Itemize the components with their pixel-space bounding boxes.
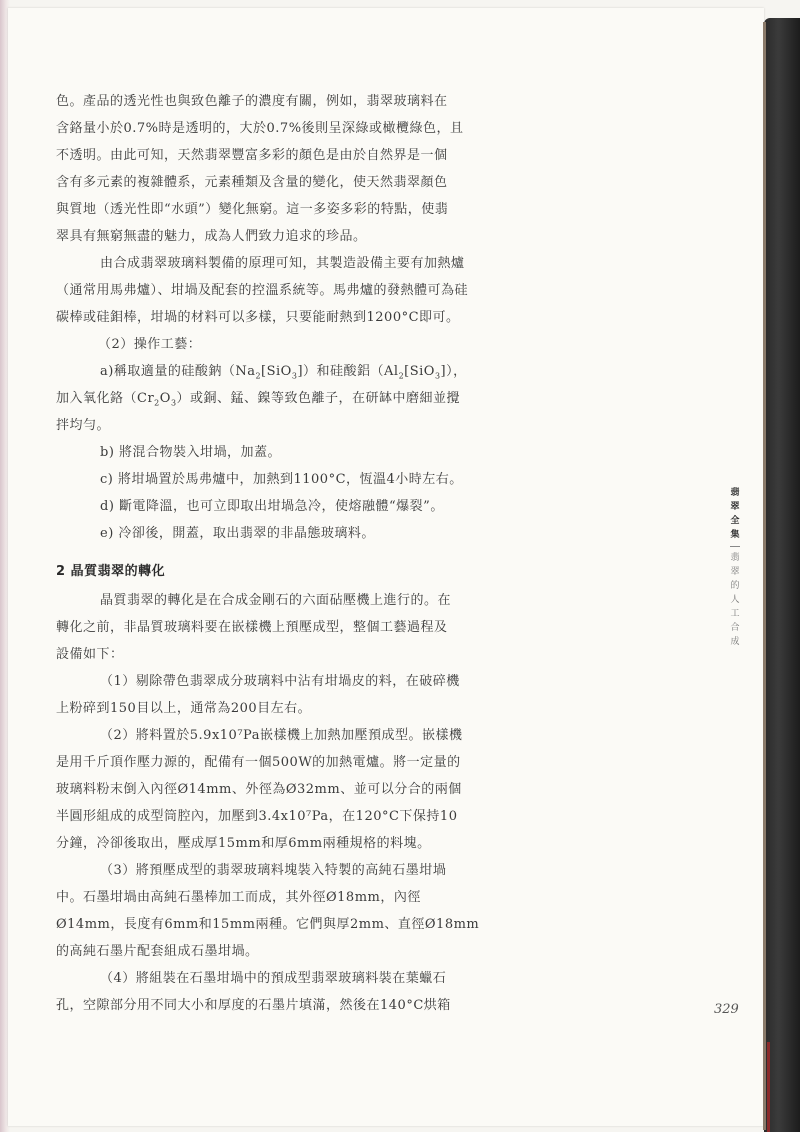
text-line: 分鐘，冷卻後取出，壓成厚15mm和厚6mm兩種規格的料塊。 xyxy=(56,836,431,851)
text-line: 玻璃料粉末倒入內徑Ø14mm、外徑為Ø32mm、並可以分合的兩個 xyxy=(56,782,462,797)
step-d: d) 斷電降溫，也可立即取出坩堝急冷，使熔融體“爆裂”。 xyxy=(100,499,444,514)
text-line: 的高純石墨片配套組成石墨坩堝。 xyxy=(56,944,259,959)
step-c: c) 將坩堝置於馬弗爐中，加熱到1100°C，恆溫4小時左右。 xyxy=(100,472,463,487)
text-line: 含有多元素的複雜體系，元素種類及含量的變化，使天然翡翠顏色 xyxy=(56,175,448,190)
text-line: （3）將預壓成型的翡翠玻璃料塊裝入特製的高純石墨坩堝 xyxy=(100,863,447,878)
running-header-vertical xyxy=(727,486,743,649)
text-line: Ø14mm，長度有6mm和15mm兩種。它們與厚2mm、直徑Ø18mm xyxy=(56,917,480,932)
text-span: ]）和硅酸鋁（Al xyxy=(297,364,399,379)
text-line: （通常用馬弗爐）、坩堝及配套的控溫系統等。馬弗爐的發熱體可為硅 xyxy=(56,283,469,298)
subscript: 2 xyxy=(255,371,262,381)
header-char: 合 xyxy=(730,623,740,633)
text-line: 不透明。由此可知，天然翡翠豐富多彩的顏色是由於自然界是一個 xyxy=(56,148,448,163)
text-span: [SiO xyxy=(404,364,435,379)
text-line: 轉化之前，非晶質玻璃料要在嵌樣機上預壓成型，整個工藝過程及 xyxy=(56,620,448,635)
paragraph-4 xyxy=(56,668,518,722)
paragraph-3 xyxy=(56,587,518,668)
subscript: 3 xyxy=(170,398,177,408)
text-line: 中。石墨坩堝由高純石墨棒加工而成，其外徑Ø18mm，內徑 xyxy=(56,890,421,905)
step-a-line-1 xyxy=(56,358,518,385)
section-heading: 2 晶質翡翠的轉化 xyxy=(56,564,166,579)
subscript: 3 xyxy=(291,371,298,381)
subscript: 2 xyxy=(154,398,160,408)
header-char: 全 xyxy=(730,516,740,526)
step-b: b) 將混合物裝入坩堝，加蓋。 xyxy=(100,445,282,460)
header-char: 集 xyxy=(730,530,740,540)
paragraph-6 xyxy=(56,857,518,965)
page-stack-edge xyxy=(763,22,766,1130)
body-text xyxy=(56,88,518,1019)
paragraph-5 xyxy=(56,722,518,857)
header-char: 成 xyxy=(730,637,740,647)
paragraph-2 xyxy=(56,250,518,331)
text-line: 色。產品的透光性也與致色離子的濃度有關，例如，翡翠玻璃料在 xyxy=(56,94,448,109)
header-divider xyxy=(730,546,740,547)
text-line: 是用千斤頂作壓力源的，配備有一個500W的加熱電爐。將一定量的 xyxy=(56,755,461,770)
text-line: （4）將組裝在石墨坩堝中的預成型翡翠玻璃料裝在葉蠟石 xyxy=(100,971,447,986)
text-line: 碳棒或硅鉬棒，坩堝的材料可以多樣，只要能耐熱到1200°C即可。 xyxy=(56,310,460,325)
paragraph-7 xyxy=(56,965,518,1019)
step-a-line-2 xyxy=(56,385,518,412)
text-line: 與質地（透光性即“水頭”）變化無窮。這一多姿多彩的特點，使翡 xyxy=(56,202,449,217)
text-line: 設備如下： xyxy=(56,647,124,662)
text-span: O xyxy=(159,391,171,406)
subscript: 3 xyxy=(434,371,441,381)
step-a-line-3: 拌均勻。 xyxy=(56,418,111,433)
text-line: 孔，空隙部分用不同大小和厚度的石墨片填滿，然後在140°C烘箱 xyxy=(56,998,451,1013)
text-span: a)稱取適量的硅酸鈉（Na xyxy=(100,364,256,379)
book-cover-edge xyxy=(764,18,800,1132)
text-span: ]）， xyxy=(440,364,467,379)
text-line: （2）將料置於5.9x10⁷Pa嵌樣機上加熱加壓預成型。嵌樣機 xyxy=(100,728,463,743)
chapter-title xyxy=(727,551,743,649)
subheading-procedure: （2）操作工藝： xyxy=(98,337,202,352)
header-char: 翠 xyxy=(730,567,740,577)
paragraph-1 xyxy=(56,88,518,250)
subscript: 2 xyxy=(398,371,405,381)
text-line: 半圓形組成的成型筒腔內，加壓到3.4x10⁷Pa，在120°C下保持10 xyxy=(56,809,458,824)
text-span: [SiO xyxy=(261,364,292,379)
header-char: 的 xyxy=(730,581,740,591)
header-char: 人 xyxy=(730,595,740,605)
book-title xyxy=(727,486,743,542)
text-span: ）或銅、錳、鎳等致色離子，在研缽中磨細並攪 xyxy=(176,391,461,406)
page-number: 329 xyxy=(714,1002,739,1017)
text-line: 上粉碎到150目以上，通常為200目左右。 xyxy=(56,701,312,716)
header-char: 翡 xyxy=(730,488,740,498)
text-span: 加入氧化鉻（Cr xyxy=(56,391,155,406)
text-line: 含鉻量小於0.7%時是透明的，大於0.7%後則呈深綠或橄欖綠色，且 xyxy=(56,121,464,136)
text-line: 翠具有無窮無盡的魅力，成為人們致力追求的珍品。 xyxy=(56,229,367,244)
header-char: 翡 xyxy=(730,553,740,563)
text-line: 晶質翡翠的轉化是在合成金剛石的六面砧壓機上進行的。在 xyxy=(100,593,452,608)
text-line: 由合成翡翠玻璃料製備的原理可知，其製造設備主要有加熱爐 xyxy=(100,256,465,271)
bookmark-ribbon xyxy=(767,1042,770,1132)
text-line: （1）剔除帶色翡翠成分玻璃料中沾有坩堝皮的料，在破碎機 xyxy=(100,674,460,689)
header-char: 翠 xyxy=(730,502,740,512)
step-e: e) 冷卻後，開蓋，取出翡翠的非晶態玻璃料。 xyxy=(100,526,375,541)
header-char: 工 xyxy=(730,609,740,619)
